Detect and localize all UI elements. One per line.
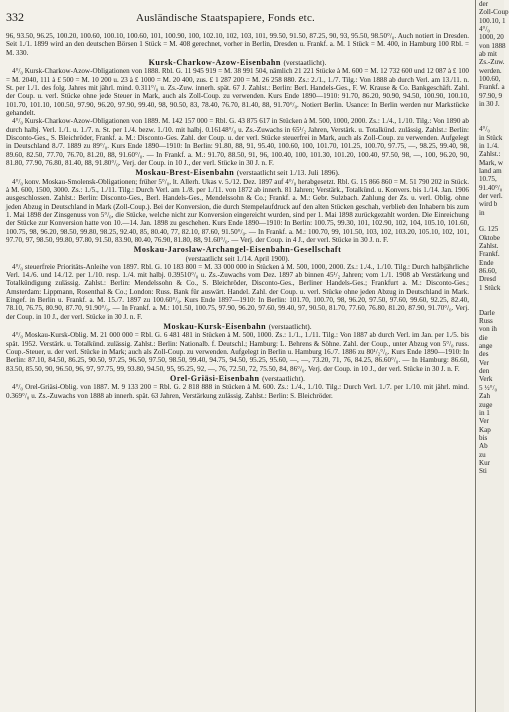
adjacent-page-fragment: Zoll-Coup xyxy=(479,8,509,17)
adjacent-page-fragment xyxy=(477,108,504,116)
adjacent-page-fragment: von ih xyxy=(479,325,497,334)
adjacent-page-fragment xyxy=(477,292,504,300)
section-paragraph: 4°/₀ Kursk-Charkow-Azow-Obligationen von 1889. M. 142 157 000 = Rbl. G. 43 875 617 in Stücken à M. 500, 1000, 2000. Zs.: 1./4., 1./10. Tilg.: Von 1890 ab durch halbj. Verl. 1./1. u. 1./7. n. St. per 1./4. bezw. 1./10. mit halbj. 0.16148°/₀ u. Zs.-Zuwachs in 65¹/₂ Jahren, Verstärk. u. Totalkünd. zulässig. Zahlst.: Berlin: Disconto-Ges., S. Bleichröder, Frankf. a. M.: Disconto-Ges. Zahl. der Coup. u. der verl. Stücke steuerfrei in Mark, auch als Zoll-Coup. zu verwenden. Aufgelegt in Deutschland 8./7. 1889 zu 89°/₀. Kurs Ende 1890—1910: In Berlin: 91.80, 88, 91, 95.40, 100.60, 100, 101.70, 101.25, 100.70, 97.75, —, 98.25, 99.40, 98, 89.60, 82.50, 77.70, 76.70, 81.20, 88, 91.60°/₀. — In Frankf. a. M.: 91.70, 88.50, 91, 96, 100.40, 100, 101.30, 101.20, 100.40, 97.50, 98, —, 100, 96.20, 90, 81.80, 77.90, 76.80, 81.40, 88, 91.80°/₀. Verj. der Coup. in 10 J., der verl. Stücke in 30 J. n. F. xyxy=(6,117,469,168)
adjacent-page-fragment: Dresd xyxy=(479,275,496,284)
adjacent-page-fragment: 5 ½°/₀ xyxy=(479,383,497,392)
section-note: (verstaatlicht). xyxy=(262,374,305,384)
adjacent-page-fragment: Kap xyxy=(479,425,491,434)
section-paragraph: 4°/₀ Kursk-Charkow-Azow-Obligationen von 1888. Rbl. G. 11 945 919 = M. 38 991 504, nämlich 21 221 Stücke à M. 600 = M. 12 732 600 und 12 087 à £ 100 = M. 2040, 111 à £ 500 = M. 10 200 u. 23 à £ 1000 = M. 20 400, zus. £ 1 287 200 = M. 26 258 880. Zs.: 2./1., 1./7. Tilg.: Von 1888 ab durch Verl. am 13./11. n. St. per 1./1. des folg. Jahres mit jährl. mind. 0.311°/₀ u. Zs.-Zuw. innerh. spät. 67 J. Zahlst.: Berlin: Berl. Handels-Ges., F. W. Krause & Co. Bankgeschäft. Zahl. der Coup. u. verl. Stücke ohne jede Steuer in Mark, auch als Zoll-Coup. zu verwenden. Kurs Ende 1890—1910: 91.70, 86.20, 90.90, 94.50, 100.90, 100.10, 101.70, 101.10, 100.50, 97.90, 96.20, 97.90, 99.40, 98, 90.50, 83, 78.40, 76.70, 81.40, 88, 91.70°/₀. Notiert Berlin. Usance: In Berlin werden nur Markstücke gehandelt. xyxy=(6,67,469,117)
section-paragraph: 4°/₀ Moskau-Kursk-Oblig. M. 21 000 000 = Rbl. G. 6 481 481 in Stücken à M. 500, 1000. Zs.: 1./1., 1./11. Tilg.: Von 1887 ab durch Verl. im Jan. per 1./5. bis spät. 1952. Verstärk. u. Totalkünd. zulässig. Zahlst.: Berlin: Nationalb. f. Deutschl.; Hamburg: L. Behrens & Söhne. Zahl. der Coup., unter Abzug von 5°/₀ russ. Coup.-Steuer, u. der verl. Stücke in Mark; auch als Zoll-Coup. zu verwenden. Aufgelegt in Berlin u. Hamburg 16./7. 1886 zu 80¹/₂°/₀. Kurs Ende 1890—1910: In Berlin: 87.10, 84.50, 86.25, 90.50, 97.25, 96.50, 97.50, 98.50, 99.40, 94.75, 94.50, 95.25, 95.60, —, —, 73.20, 71, 76, 84.25, 86.60°/₀. — In Hamburg: 86.60, 83.50, 85.50, 90, 96.50, 96, 97, 97.75, 99, 93.80, 94.50, 95, 95.25, 92, —, 76, 72.50, 72, 75.50, 84, 86°/₀. Verj. der Coup. in 10 J., der verl. Stücke in 30 J. n. F. xyxy=(6,331,469,373)
adjacent-page-fragment: Ver xyxy=(479,358,489,367)
adjacent-page-fragment: wird b xyxy=(479,200,498,209)
adjacent-page-fragment: zuge xyxy=(479,400,493,409)
adjacent-page-fragment: Zahlst.: xyxy=(479,150,501,159)
adjacent-page-fragment: Frankf. a xyxy=(479,83,505,92)
adjacent-page-fragment: Oktobe xyxy=(479,233,500,242)
section-title: Moskau-Jaroslaw-Archangel-Eisenbahn-Gesellschaft xyxy=(133,245,342,255)
adjacent-page-fragment: G. 125 xyxy=(479,225,499,234)
adjacent-page-fragment: Darle xyxy=(479,308,495,317)
section-title: Moskau-Brest-Eisenbahn xyxy=(135,168,235,178)
adjacent-page-fragment: Zahlst. xyxy=(479,241,499,250)
adjacent-page-fragment: 1000, 20 xyxy=(479,33,504,42)
adjacent-page-strip xyxy=(477,0,509,712)
page-title: Ausländische Staatspapiere, Fonds etc. xyxy=(136,12,315,24)
section-paragraph: 4°/₀ Orel-Griäsi-Oblig. von 1887. M. 9 133 200 = Rbl. G. 2 818 888 in Stücken à M. 600. Zs.: 1./4., 1./10. Tilg.: Durch Verl. 1./7. per 1./10. mit jährl. mind. 0.369°/₀ u. Zs.-Zuwachs von 1888 ab innerh. spät. 63 Jahren, Verstärkung zulässig. Zahlst.: Berlin: S. Bleichröder. xyxy=(6,383,469,400)
section-title: Moskau-Kursk-Eisenbahn xyxy=(163,322,267,332)
adjacent-page-fragment: in 1 xyxy=(479,408,490,417)
adjacent-page-fragment: in xyxy=(479,208,485,217)
adjacent-page-fragment: 1 Stück xyxy=(479,283,501,292)
section-heading xyxy=(6,58,469,67)
section-title: Orel-Griäsi-Eisenbahn xyxy=(170,374,260,384)
adjacent-page-fragment: 4°/₀ xyxy=(479,25,490,34)
adjacent-page-fragment: 97.90, 9 xyxy=(479,91,503,100)
adjacent-page-fragment: Verk xyxy=(479,375,493,384)
adjacent-page-fragment: Mark, w xyxy=(479,158,504,167)
adjacent-page-fragment: den xyxy=(479,367,490,376)
adjacent-page-fragment: Kur xyxy=(479,458,491,467)
section-heading xyxy=(6,322,469,331)
adjacent-page-fragment: 86.60, xyxy=(479,267,497,275)
adjacent-page-fragment: 10.75, xyxy=(479,175,497,184)
section-note: (verstaatlicht). xyxy=(268,322,312,332)
section-heading xyxy=(6,245,469,254)
adjacent-page-fragment: 4°/₀ xyxy=(479,125,490,134)
section-title: Kursk-Charkow-Azow-Eisenbahn xyxy=(148,58,281,68)
adjacent-page-fragment xyxy=(477,117,504,125)
adjacent-page-fragment: Ende xyxy=(479,258,494,267)
adjacent-page-fragment: Ab xyxy=(479,442,488,451)
adjacent-page-fragment: 100.10, 1 xyxy=(479,16,506,25)
adjacent-page-fragment: bis xyxy=(479,433,488,442)
adjacent-page-fragment xyxy=(477,300,504,308)
page-number: 332 xyxy=(6,10,24,24)
adjacent-page-fragment: Frankf. xyxy=(479,250,500,259)
adjacent-page-fragment: in Stück xyxy=(479,133,503,142)
adjacent-page-fragment: werden. xyxy=(479,66,502,75)
adjacent-page-fragment: die xyxy=(479,333,488,342)
intro-paragraph: 96, 93.50, 96.25, 100.20, 100.60, 100.10, 100.60, 101, 100.90, 100, 102.10, 102, 103, 101, 99.50, 91.50, 87.25, 90, 93, 95.50, 98.50°/₀. Auch notiert in Dresden. Seit 1./1. 1899 wird an den deutschen Börsen 1 Stück = M. 408 gerechnet, vorher in Berlin, Dresden u. Frankf. a. M. 1 Stück = M. 400, in Hamburg 100 Rbl. = M. 330. xyxy=(6,32,469,57)
section-note: (verstaatlicht). xyxy=(283,58,327,68)
adjacent-page-fragment: land am xyxy=(479,166,502,175)
section-heading xyxy=(6,168,469,177)
adjacent-page-fragment: Russ xyxy=(479,317,493,326)
adjacent-page-fragment: des xyxy=(479,350,489,359)
page-content xyxy=(6,32,475,400)
section-note: (verstaatlicht seit 1./13. Juli 1896). xyxy=(236,168,340,178)
adjacent-page-fragment: in 1./4. xyxy=(479,141,499,150)
adjacent-page-fragment: der verl. xyxy=(479,191,503,200)
adjacent-page-fragment: 91.40°/₀ xyxy=(479,183,503,192)
adjacent-page-fragment: Zs.-Zuw. xyxy=(479,58,505,67)
adjacent-page-fragment: Sti xyxy=(479,467,487,476)
adjacent-page-fragment: Zah xyxy=(479,392,491,401)
adjacent-page-fragment xyxy=(477,217,504,225)
section-heading xyxy=(6,374,469,383)
adjacent-page-fragment: Ver xyxy=(479,417,489,426)
adjacent-page-fragment: in 30 J. xyxy=(479,100,500,109)
page-header xyxy=(6,10,475,32)
adjacent-page-fragment: der xyxy=(479,0,489,8)
section-paragraph: 4°/₀ konv. Moskau-Smolensk-Obligationen; früher 5°/₀, lt. Allerh. Ukas v. 5./12. Dez. 1897 auf 4°/₀ herabgesetzt. Rbl. G. 15 866 860 = M. 51 790 202 in Stück. à M. 600, 1500, 3000. Zs.: 1./5., 1./11. Tilg.: Durch Verl. am 1./8. per 1./11. von 1872 ab innerh. 81 Jahren; Verstärk., Totalkünd. u. Konvers. bis 1./14. Jan. 1906 ausgeschlossen. Zahlst.: Berlin: Disconto-Ges., Berl. Handels-Ges., Mendelssohn & Co.; Frankf. a. M.: Gebr. Sulzbach. Zahlung der Zs. u. verl. Oblig. ohne jeden Abzug in Deutschland in Mark (Zoll-Coup.). Bei der Konversion, die durch Stempelaufdruck auf den alten Stücken geschah, verblieb den Inhabern bis zum 1. Mai 1898 der Zinsgenuss von 5°/₀, die Stücke, welche nicht zur Konversion eingereicht wurden, sind per 1. Mai 1898 zurückgezahlt worden. Die Einreichung der Stücke zur Konversion hatte von 10.—14. Jan. 1898 zu geschehen. Kurs Ende 1890—1910: In Berlin: 100.75, 99.30, 101, 102.90, 102, 104, 105.10, 101.60, 100.75, 98, 96.20, 98.50, 99.80, 98.25, 92.40, 85, 80.40, 77, 82.10, 87.60, 91.50°/₀. — In Frankf. a. M.: 100.70, 99, 101.50, 103, 102, 103.20, 105.10, 102, 101, 97.70, 97, 98.50, 99.80, 97.80, 91.50, 83.90, 80.40, 76.90, 81.80, 88, 91.60°/₀. — Verj. der Coup. in 4 J., der verl. Stücke in 30 J. n. F. xyxy=(6,177,469,244)
adjacent-page-fragment: von 1888 xyxy=(479,41,506,50)
adjacent-page-fragment: 100.60, xyxy=(479,75,501,84)
adjacent-page-fragment: zu xyxy=(479,450,486,459)
adjacent-page-fragment: ab mit xyxy=(479,50,497,59)
section-paragraph: 4°/₀ steuerfreie Prioritäts-Anleihe von 1897. Rbl. G. 10 183 800 = M. 33 000 000 in Stücken à M. 500, 1000, 2000. Zs.: 1./4., 1./10. Tilg.: Durch halbjährliche Verl. 14./6. und 14./12. per 1./10. resp. 1./4. mit halbj. 0.39510°/₀ u. Zs.-Zuwachs vom Dez. 1897 ab binnen 45¹/₂ Jahren; vom 1./1. 1908 ab Verstärkung und Totalkündigung zulässig. Zahlst.: Berlin: Mendelssohn & Co., S. Bleichröder, Disconto-Ges., Berliner Handels-Ges.; Frankfurt a. M.: Disconto-Ges.; Amsterdam: Lippmann, Rosenthal & Co.; London: Russ. Bank für auswärt. Handel. Zahl. der Coup. u. verl. Stücke ohne jeden Abzug in Deutschland in Mark. Eingef. in Berlin u. Frankf. a. M. 15./7. 1897 zu 100.60°/₀. Kurs Ende 1897—1910: In Berlin: 101.70, 100.70, 98, 96.20, 97.50, 97.60, 99.60, 92.25, 82.40, 78.10, 76.75, 80.90, 87.70, 91.90°/₀. — In Frankf. a. M.: 101.50, 100.75, 97.90, 96.20, 97.60, 99.40, 97, 90.50, 81.70, 77.60, 76.80, 81.20, 87.90, 91.70°/₀. Verj. der Coup. in 10 J., der verl. Stücke in 30 J. n. F. xyxy=(6,262,469,321)
section-subtitle: (verstaatlicht seit 1./14. April 1900). xyxy=(185,254,290,263)
adjacent-page-fragment: ange xyxy=(479,342,493,351)
